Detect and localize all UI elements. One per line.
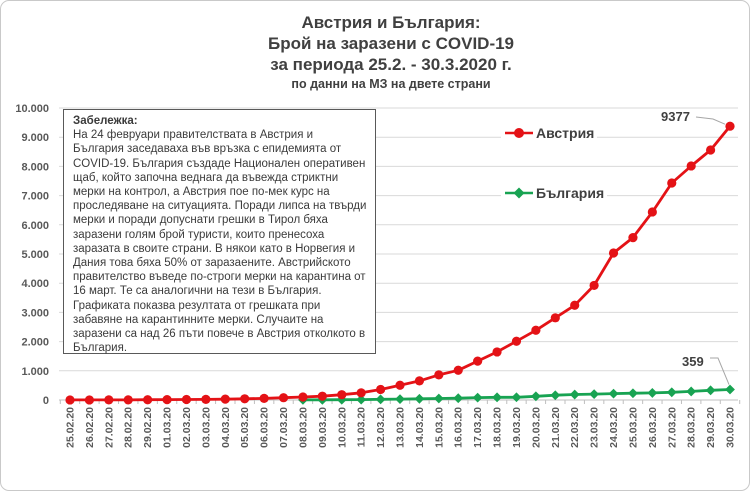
svg-text:3.000: 3.000 — [21, 307, 49, 320]
svg-text:06.03.20: 06.03.20 — [258, 407, 271, 448]
svg-text:10.03.20: 10.03.20 — [336, 407, 349, 448]
chart-subtitle: по данни на МЗ на двете страни — [291, 77, 491, 91]
svg-text:05.03.20: 05.03.20 — [239, 407, 252, 448]
svg-text:0: 0 — [42, 395, 49, 407]
chart-title — [31, 12, 750, 93]
chart-title-line-2: Брой на заразени с COVID-19 — [267, 34, 515, 53]
svg-text:27.02.20: 27.02.20 — [103, 407, 116, 448]
data-label-bulgaria: 359 — [682, 354, 704, 369]
svg-text:03.03.20: 03.03.20 — [200, 407, 213, 448]
legend-label-bulgaria: България — [536, 185, 605, 201]
svg-text:04.03.20: 04.03.20 — [219, 407, 232, 448]
svg-text:26.02.20: 26.02.20 — [83, 407, 96, 448]
bulgaria-line-diamond-marker-icon — [504, 187, 534, 199]
note-body: На 24 февруари правителствата в Австрия и България заседаваха във връзка с епидемията от COVID-19. България създаде Национален оперативен щаб, който започна веднага да въвежда стриктни мерки на контрол, а Австрия пое по-мек курс на проследяване на ситуацията. Поради липса на твърди мерки и поради допуснати грешки в Тирол бяха заразени голям брой туристи, които пренесоха заразата в своите страни. В някои като в Норвегия и Дания това бяха 50% от заразаените. Австрийското правителство въведе по-строги мерки на карантина от 16 март. Те са аналогични на тези в България. Графиката показва резултата от грешката при забавяне на карантинните мерки. Случаите на заразени са над 26 пъти повече в Австрия отколкото в България. — [73, 129, 367, 355]
svg-text:8.000: 8.000 — [21, 161, 49, 174]
svg-text:23.03.20: 23.03.20 — [588, 407, 601, 448]
svg-text:29.02.20: 29.02.20 — [142, 407, 155, 448]
svg-text:22.03.20: 22.03.20 — [569, 407, 582, 448]
svg-text:12.03.20: 12.03.20 — [375, 407, 388, 448]
svg-text:25.03.20: 25.03.20 — [627, 407, 640, 448]
svg-text:10.000: 10.000 — [15, 103, 49, 115]
svg-text:09.03.20: 09.03.20 — [316, 407, 329, 448]
svg-text:6.000: 6.000 — [21, 219, 49, 232]
svg-text:13.03.20: 13.03.20 — [394, 407, 407, 448]
svg-text:29.03.20: 29.03.20 — [705, 407, 718, 448]
austria-line-circle-marker-icon — [504, 127, 534, 139]
svg-text:17.03.20: 17.03.20 — [472, 407, 485, 448]
svg-text:30.03.20: 30.03.20 — [724, 407, 737, 448]
svg-text:11.03.20: 11.03.20 — [355, 407, 368, 448]
svg-text:2.000: 2.000 — [21, 336, 49, 349]
legend-label-austria: Австрия — [536, 125, 595, 141]
legend-item-austria — [501, 124, 597, 142]
chart-title-line-3: за периода 25.2. - 30.3.2020 г. — [270, 55, 512, 74]
chart-title-line-1: Австрия и България: — [301, 13, 481, 32]
svg-text:19.03.20: 19.03.20 — [510, 407, 523, 448]
svg-text:14.03.20: 14.03.20 — [413, 407, 426, 448]
legend-item-bulgaria — [501, 184, 607, 202]
svg-text:16.03.20: 16.03.20 — [452, 407, 465, 448]
svg-text:15.03.20: 15.03.20 — [433, 407, 446, 448]
svg-text:27.03.20: 27.03.20 — [666, 407, 679, 448]
svg-text:24.03.20: 24.03.20 — [608, 407, 621, 448]
svg-text:7.000: 7.000 — [21, 190, 49, 203]
svg-text:07.03.20: 07.03.20 — [278, 407, 291, 448]
svg-text:4.000: 4.000 — [21, 278, 49, 291]
svg-text:1.000: 1.000 — [21, 365, 49, 378]
svg-text:18.03.20: 18.03.20 — [491, 407, 504, 448]
svg-text:26.03.20: 26.03.20 — [646, 407, 659, 448]
svg-text:02.03.20: 02.03.20 — [180, 407, 193, 448]
svg-text:20.03.20: 20.03.20 — [530, 407, 543, 448]
svg-text:01.03.20: 01.03.20 — [161, 407, 174, 448]
svg-text:9.000: 9.000 — [21, 132, 49, 145]
note-box — [63, 109, 376, 354]
data-label-austria: 9377 — [661, 109, 690, 124]
svg-text:25.02.20: 25.02.20 — [64, 407, 77, 448]
svg-text:5.000: 5.000 — [21, 249, 49, 261]
svg-text:28.03.20: 28.03.20 — [685, 407, 698, 448]
svg-text:28.02.20: 28.02.20 — [122, 407, 135, 448]
note-title: Забележка: — [73, 115, 138, 127]
svg-text:21.03.20: 21.03.20 — [549, 407, 562, 448]
svg-text:08.03.20: 08.03.20 — [297, 407, 310, 448]
